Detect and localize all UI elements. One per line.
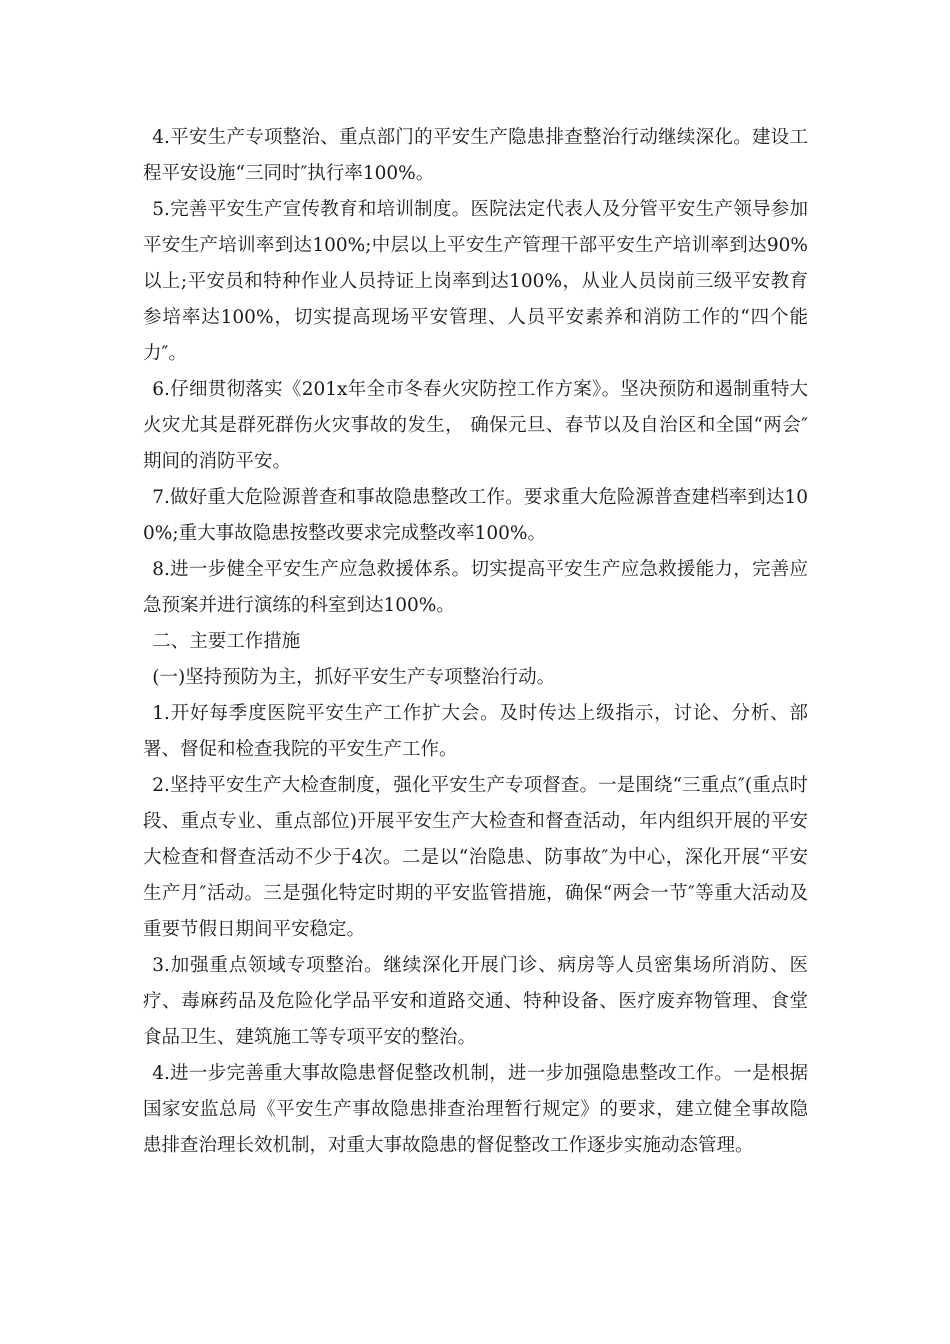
paragraph-measure-3: 3.加强重点领域专项整治。继续深化开展门诊、病房等人员密集场所消防、医疗、毒麻药品及危险化学品平安和道路交通、特种设备、医疗废弃物管理、食堂食品卫生、建筑施工等专项平安的整治。: [143, 955, 808, 1048]
paragraph-goal-8: 8.进一步健全平安生产应急救援体系。切实提高平安生产应急救援能力，完善应急预案并进行演练的科室到达100%。: [143, 559, 808, 616]
paragraph-goal-4: 4.平安生产专项整治、重点部门的平安生产隐患排查整治行动继续深化。建设工程平安设施“三同时″执行率100%。: [143, 127, 808, 184]
paragraph-goal-5: 5.完善平安生产宣传教育和培训制度。医院法定代表人及分管平安生产领导参加平安生产培训率到达100%;中层以上平安生产管理干部平安生产培训率到达90%以上;平安员和特种作业人员持证上岗率到达100%，从业人员岗前三级平安教育参培率达100%，切实提高现场平安管理、人员平安素养和消防工作的“四个能力″。: [143, 199, 808, 364]
subsection-heading-1: (一)坚持预防为主，抓好平安生产专项整治行动。: [152, 667, 556, 688]
paragraph-goal-6: 6.仔细贯彻落实《201x年全市冬春火灾防控工作方案》。坚决预防和遏制重特大火灾尤其是群死群伤火灾事故的发生， 确保元旦、春节以及自治区和全国“两会″期间的消防平安。: [143, 379, 808, 472]
paragraph-measure-1: 1.开好每季度医院平安生产工作扩大会。及时传达上级指示，讨论、分析、部署、督促和检查我院的平安生产工作。: [143, 703, 808, 760]
paragraph-goal-7: 7.做好重大危险源普查和事故隐患整改工作。要求重大危险源普查建档率到达100%;重大事故隐患按整改要求完成整改率100%。: [143, 487, 808, 544]
section-heading-measures: 二、主要工作措施: [152, 631, 301, 652]
paragraph-measure-4: 4.进一步完善重大事故隐患督促整改机制，进一步加强隐患整改工作。一是根据国家安监总局《平安生产事故隐患排查治理暂行规定》的要求，建立健全事故隐患排查治理长效机制，对重大事故隐患的督促整改工作逐步实施动态管理。: [143, 1063, 808, 1156]
paragraph-measure-2: 2.坚持平安生产大检查制度，强化平安生产专项督查。一是围绕“三重点″(重点时段、重点专业、重点部位)开展平安生产大检查和督查活动，年内组织开展的平安大检查和督查活动不少于4次。二是以“治隐患、防事故″为中心，深化开展“平安生产月″活动。三是强化特定时期的平安监管措施，确保“两会一节″等重大活动及重要节假日期间平安稳定。: [143, 775, 808, 940]
document-body: [143, 120, 808, 1164]
